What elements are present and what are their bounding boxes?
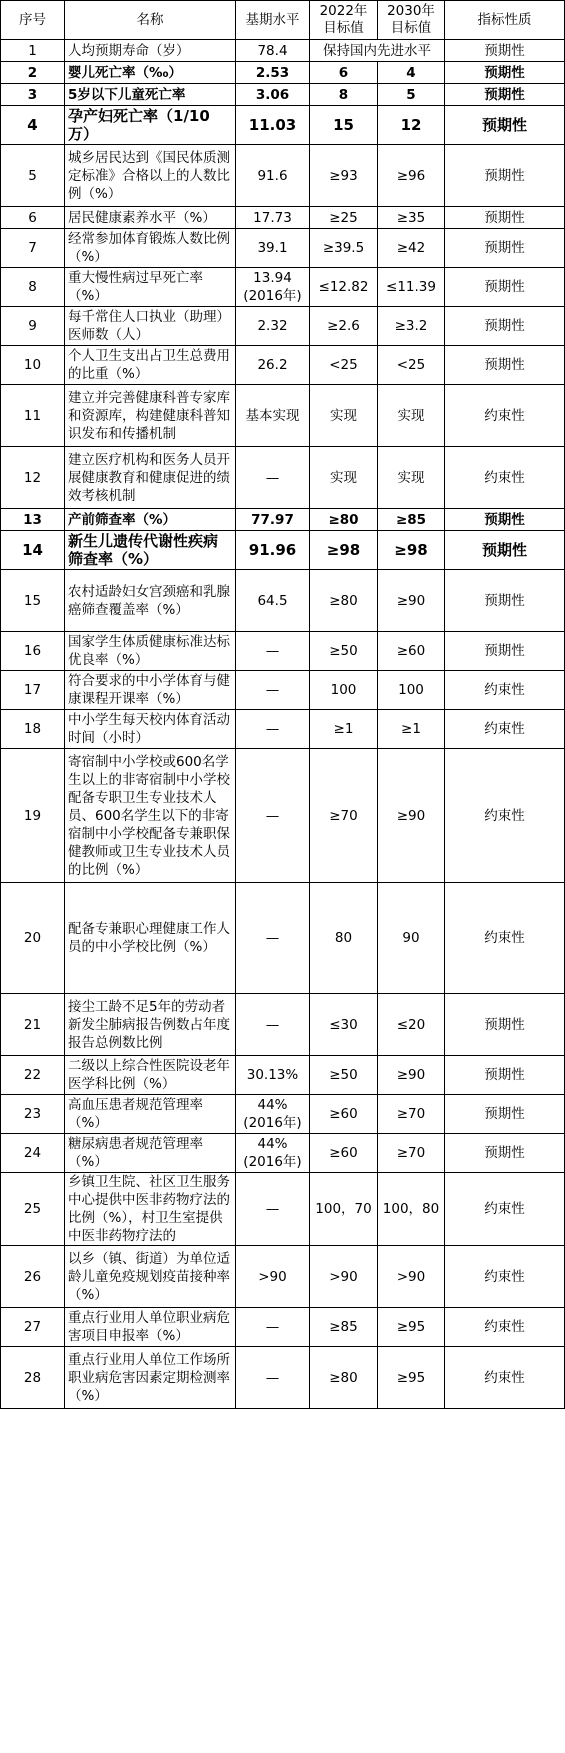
indicator-name: 高血压患者规范管理率（%） — [65, 1095, 236, 1134]
indicator-name: 国家学生体质健康标准达标优良率（%） — [65, 632, 236, 671]
table-row — [1, 385, 565, 447]
target-2030: ≥60 — [378, 632, 445, 671]
row-number: 10 — [1, 346, 65, 385]
target-2022: ≥93 — [310, 145, 378, 207]
baseline-value: — — [236, 883, 310, 994]
baseline-value: — — [236, 710, 310, 749]
target-2030: ≥95 — [378, 1347, 445, 1409]
baseline-value: 17.73 — [236, 207, 310, 229]
header-base: 基期水平 — [236, 1, 310, 40]
target-2030: ≥96 — [378, 145, 445, 207]
indicator-name: 个人卫生支出占卫生总费用的比重（%） — [65, 346, 236, 385]
indicator-nature: 预期性 — [445, 1134, 565, 1173]
table-row — [1, 447, 565, 509]
indicator-nature: 约束性 — [445, 1308, 565, 1347]
baseline-value: 3.06 — [236, 84, 310, 106]
table-row — [1, 570, 565, 632]
indicator-name: 经常参加体育锻炼人数比例（%） — [65, 229, 236, 268]
indicator-name: 农村适龄妇女宫颈癌和乳腺癌筛查覆盖率（%） — [65, 570, 236, 632]
row-number: 9 — [1, 307, 65, 346]
target-2022: 100 — [310, 671, 378, 710]
target-2022: ≥80 — [310, 509, 378, 531]
indicator-name: 配备专兼职心理健康工作人员的中小学校比例（%） — [65, 883, 236, 994]
target-2022: ≥60 — [310, 1134, 378, 1173]
indicator-name: 重点行业用人单位职业病危害项目申报率（%） — [65, 1308, 236, 1347]
table-row — [1, 40, 565, 62]
target-2022: ≥98 — [310, 531, 378, 570]
row-number: 21 — [1, 994, 65, 1056]
indicator-name: 婴儿死亡率（‰） — [65, 62, 236, 84]
target-2022: <25 — [310, 346, 378, 385]
row-number: 5 — [1, 145, 65, 207]
target-2030: ≥98 — [378, 531, 445, 570]
table-row — [1, 1246, 565, 1308]
indicator-nature: 预期性 — [445, 62, 565, 84]
baseline-value: — — [236, 994, 310, 1056]
indicator-nature: 预期性 — [445, 1095, 565, 1134]
baseline-value: 2.53 — [236, 62, 310, 84]
baseline-value: 39.1 — [236, 229, 310, 268]
indicator-name: 产前筛查率（%） — [65, 509, 236, 531]
target-2022: ≥39.5 — [310, 229, 378, 268]
table-row — [1, 1347, 565, 1409]
target-2022: 6 — [310, 62, 378, 84]
target-2022: 80 — [310, 883, 378, 994]
target-2030: 90 — [378, 883, 445, 994]
target-2030: ≥3.2 — [378, 307, 445, 346]
target-2030: ≥42 — [378, 229, 445, 268]
target-2022: ≥50 — [310, 1056, 378, 1095]
table-row — [1, 994, 565, 1056]
table-row — [1, 1308, 565, 1347]
indicator-nature: 预期性 — [445, 145, 565, 207]
indicator-name: 乡镇卫生院、社区卫生服务中心提供中医非药物疗法的比例（%），村卫生室提供中医非药物疗法的 — [65, 1173, 236, 1246]
target-2022: ≤12.82 — [310, 268, 378, 307]
indicator-nature: 约束性 — [445, 385, 565, 447]
row-number: 24 — [1, 1134, 65, 1173]
target-2022: 实现 — [310, 447, 378, 509]
indicator-nature: 约束性 — [445, 883, 565, 994]
header-name: 名称 — [65, 1, 236, 40]
target-2030: 100，80 — [378, 1173, 445, 1246]
target-2030: ≥70 — [378, 1134, 445, 1173]
target-2022: ≥25 — [310, 207, 378, 229]
baseline-value: — — [236, 1308, 310, 1347]
table-row — [1, 632, 565, 671]
table-row — [1, 749, 565, 883]
indicator-name: 重点行业用人单位工作场所职业病危害因素定期检测率（%） — [65, 1347, 236, 1409]
target-2022: ≥70 — [310, 749, 378, 883]
indicator-nature: 预期性 — [445, 632, 565, 671]
indicator-nature: 预期性 — [445, 1056, 565, 1095]
table-row — [1, 145, 565, 207]
row-number: 26 — [1, 1246, 65, 1308]
baseline-value: 64.5 — [236, 570, 310, 632]
row-number: 1 — [1, 40, 65, 62]
target-2030: >90 — [378, 1246, 445, 1308]
indicator-nature: 约束性 — [445, 447, 565, 509]
target-2030: ≥1 — [378, 710, 445, 749]
row-number: 6 — [1, 207, 65, 229]
indicator-name: 居民健康素养水平（%） — [65, 207, 236, 229]
header-nature: 指标性质 — [445, 1, 565, 40]
table-row — [1, 207, 565, 229]
row-number: 20 — [1, 883, 65, 994]
target-2022: ≤30 — [310, 994, 378, 1056]
indicator-name: 寄宿制中小学校或600名学生以上的非寄宿制中小学校配备专职卫生专业技术人员、600名学生以下的非寄宿制中小学校配备专兼职保健教师或卫生专业技术人员的比例（%） — [65, 749, 236, 883]
table-row — [1, 62, 565, 84]
table-row — [1, 531, 565, 570]
row-number: 3 — [1, 84, 65, 106]
indicator-nature: 预期性 — [445, 307, 565, 346]
indicator-nature: 预期性 — [445, 106, 565, 145]
row-number: 22 — [1, 1056, 65, 1095]
row-number: 8 — [1, 268, 65, 307]
indicator-name: 重大慢性病过早死亡率（%） — [65, 268, 236, 307]
row-number: 23 — [1, 1095, 65, 1134]
baseline-value: 77.97 — [236, 509, 310, 531]
target-2030: ≤11.39 — [378, 268, 445, 307]
target-2022: 实现 — [310, 385, 378, 447]
baseline-value: 2.32 — [236, 307, 310, 346]
baseline-value: 26.2 — [236, 346, 310, 385]
row-number: 11 — [1, 385, 65, 447]
target-2030: ≤20 — [378, 994, 445, 1056]
table-row — [1, 883, 565, 994]
row-number: 19 — [1, 749, 65, 883]
target-2022: ≥60 — [310, 1095, 378, 1134]
baseline-value: 91.6 — [236, 145, 310, 207]
target-2030: 实现 — [378, 447, 445, 509]
row-number: 4 — [1, 106, 65, 145]
indicator-name: 建立并完善健康科普专家库和资源库，构建健康科普知识发布和传播机制 — [65, 385, 236, 447]
indicator-name: 糖尿病患者规范管理率（%） — [65, 1134, 236, 1173]
indicator-nature: 预期性 — [445, 346, 565, 385]
target-2022: ≥85 — [310, 1308, 378, 1347]
indicator-name: 人均预期寿命（岁） — [65, 40, 236, 62]
table-row — [1, 1095, 565, 1134]
indicator-nature: 预期性 — [445, 207, 565, 229]
indicator-name: 以乡（镇、街道）为单位适龄儿童免疫规划疫苗接种率（%） — [65, 1246, 236, 1308]
indicator-nature: 约束性 — [445, 710, 565, 749]
indicator-name: 符合要求的中小学体育与健康课程开课率（%） — [65, 671, 236, 710]
target-2022: ≥80 — [310, 1347, 378, 1409]
target-2030: 5 — [378, 84, 445, 106]
row-number: 12 — [1, 447, 65, 509]
table-row — [1, 346, 565, 385]
baseline-value: 基本实现 — [236, 385, 310, 447]
baseline-value: 91.96 — [236, 531, 310, 570]
target-2030: ≥95 — [378, 1308, 445, 1347]
table-row — [1, 671, 565, 710]
header-row — [1, 1, 565, 40]
baseline-value: — — [236, 749, 310, 883]
indicator-name: 每千常住人口执业（助理）医师数（人） — [65, 307, 236, 346]
row-number: 28 — [1, 1347, 65, 1409]
target-2022: ≥50 — [310, 632, 378, 671]
table-row — [1, 710, 565, 749]
target-2022: >90 — [310, 1246, 378, 1308]
row-number: 16 — [1, 632, 65, 671]
indicator-nature: 预期性 — [445, 531, 565, 570]
indicator-name: 中小学生每天校内体育活动时间（小时） — [65, 710, 236, 749]
indicator-name: 接尘工龄不足5年的劳动者新发尘肺病报告例数占年度报告总例数比例 — [65, 994, 236, 1056]
indicator-nature: 预期性 — [445, 229, 565, 268]
target-2030: 12 — [378, 106, 445, 145]
baseline-value: — — [236, 632, 310, 671]
target-2030: 4 — [378, 62, 445, 84]
header-2030: 2030年 目标值 — [378, 1, 445, 40]
baseline-value: 78.4 — [236, 40, 310, 62]
table-row — [1, 307, 565, 346]
target-2022: ≥2.6 — [310, 307, 378, 346]
baseline-value: — — [236, 671, 310, 710]
target-2030: ≥90 — [378, 1056, 445, 1095]
indicator-nature: 约束性 — [445, 1246, 565, 1308]
indicator-nature: 约束性 — [445, 1173, 565, 1246]
target-2022: 15 — [310, 106, 378, 145]
indicator-nature: 预期性 — [445, 509, 565, 531]
indicator-nature: 约束性 — [445, 749, 565, 883]
row-number: 14 — [1, 531, 65, 570]
row-number: 17 — [1, 671, 65, 710]
baseline-value: 30.13% — [236, 1056, 310, 1095]
table-row — [1, 1134, 565, 1173]
target-2022: ≥1 — [310, 710, 378, 749]
indicator-name: 新生儿遗传代谢性疾病筛查率（%） — [65, 531, 236, 570]
row-number: 15 — [1, 570, 65, 632]
target-2022: 100，70 — [310, 1173, 378, 1246]
indicator-name: 孕产妇死亡率（1/10万） — [65, 106, 236, 145]
table-row — [1, 268, 565, 307]
table-row — [1, 84, 565, 106]
target-2030: <25 — [378, 346, 445, 385]
baseline-value: — — [236, 1173, 310, 1246]
indicator-name: 二级以上综合性医院设老年医学科比例（%） — [65, 1056, 236, 1095]
baseline-value: — — [236, 1347, 310, 1409]
row-number: 27 — [1, 1308, 65, 1347]
baseline-value: 44% (2016年) — [236, 1134, 310, 1173]
indicator-nature: 预期性 — [445, 994, 565, 1056]
table-row — [1, 509, 565, 531]
indicator-nature: 预期性 — [445, 84, 565, 106]
target-2030: ≥35 — [378, 207, 445, 229]
indicator-name: 建立医疗机构和医务人员开展健康教育和健康促进的绩效考核机制 — [65, 447, 236, 509]
target-2030: 实现 — [378, 385, 445, 447]
target-2022: 8 — [310, 84, 378, 106]
row-number: 13 — [1, 509, 65, 531]
table-row — [1, 1173, 565, 1246]
table-row — [1, 1056, 565, 1095]
row-number: 2 — [1, 62, 65, 84]
indicator-nature: 约束性 — [445, 1347, 565, 1409]
target-2030: 100 — [378, 671, 445, 710]
table-body — [1, 40, 565, 1409]
indicator-nature: 预期性 — [445, 570, 565, 632]
target-merged: 保持国内先进水平 — [310, 40, 445, 62]
row-number: 7 — [1, 229, 65, 268]
table-row — [1, 229, 565, 268]
target-2030: ≥90 — [378, 749, 445, 883]
baseline-value: >90 — [236, 1246, 310, 1308]
header-2022: 2022年 目标值 — [310, 1, 378, 40]
table-row — [1, 106, 565, 145]
target-2022: ≥80 — [310, 570, 378, 632]
target-2030: ≥85 — [378, 509, 445, 531]
baseline-value: — — [236, 447, 310, 509]
indicator-nature: 预期性 — [445, 40, 565, 62]
header-no: 序号 — [1, 1, 65, 40]
row-number: 25 — [1, 1173, 65, 1246]
indicator-name: 城乡居民达到《国民体质测定标准》合格以上的人数比例（%） — [65, 145, 236, 207]
indicator-name: 5岁以下儿童死亡率 — [65, 84, 236, 106]
target-2030: ≥90 — [378, 570, 445, 632]
target-2030: ≥70 — [378, 1095, 445, 1134]
indicator-nature: 预期性 — [445, 268, 565, 307]
baseline-value: 13.94 (2016年) — [236, 268, 310, 307]
baseline-value: 11.03 — [236, 106, 310, 145]
baseline-value: 44% (2016年) — [236, 1095, 310, 1134]
indicator-nature: 约束性 — [445, 671, 565, 710]
row-number: 18 — [1, 710, 65, 749]
